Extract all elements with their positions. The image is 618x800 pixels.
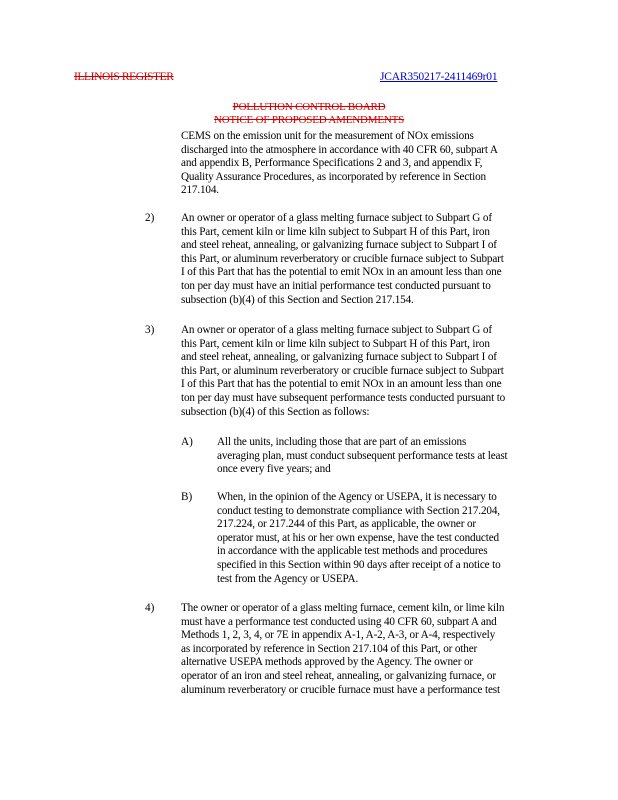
text-line: must have a performance test conducted using 40 CFR 60, subpart A and <box>181 615 497 628</box>
text-line: The owner or operator of a glass melting furnace, cement kiln, or lime kiln <box>181 602 505 614</box>
register-header: ILLINOIS REGISTER <box>74 71 174 83</box>
text-line: this Part, cement kiln or lime kiln subject to Subpart H of this Part, iron <box>181 337 490 350</box>
text-line: this Part, cement kiln or lime kiln subject to Subpart H of this Part, iron <box>181 225 490 238</box>
notice-title: NOTICE OF PROPOSED AMENDMENTS <box>213 114 405 126</box>
item-a-paragraph <box>217 436 508 477</box>
text-line: When, in the opinion of the Agency or USEPA, it is necessary to <box>217 491 497 503</box>
text-line: subsection (b)(4) of this Section and Section 217.154. <box>181 293 414 306</box>
text-line: I of this Part that has the potential to emit NOx in an amount less than one <box>181 266 502 279</box>
text-line: and appendix B, Performance Specifications 2 and 3, and appendix F, <box>181 157 483 170</box>
item-b-paragraph <box>217 491 501 586</box>
item-2-paragraph <box>181 212 504 307</box>
text-line: CEMS on the emission unit for the measurement of NOx emissions <box>181 130 474 142</box>
text-line: discharged into the atmosphere in accordance with 40 CFR 60, subpart A <box>181 143 498 156</box>
text-line: operator of an iron and steel reheat, annealing, or galvanizing furnace, or <box>181 669 496 682</box>
text-line: 217.104. <box>181 184 219 197</box>
item-4-number: 4) <box>145 602 155 614</box>
jcar-code: JCAR350217-2411469r01 <box>380 71 498 83</box>
item-4-paragraph <box>181 602 504 697</box>
text-line: this Part, or aluminum reverberatory or crucible furnace subject to Subpart <box>181 364 504 377</box>
text-line: conduct testing to demonstrate compliance with Section 217.204, <box>217 504 500 517</box>
text-line: and steel reheat, annealing, or galvanizing furnace subject to Subpart I of <box>181 239 497 252</box>
text-line: operator must, at his or her own expense, have the test conducted <box>217 531 499 544</box>
item-a-letter: A) <box>181 436 193 448</box>
item-b-letter: B) <box>181 491 193 503</box>
text-line: 217.224, or 217.244 of this Part, as applicable, the owner or <box>217 518 476 531</box>
text-line: An owner or operator of a glass melting furnace subject to Subpart G of <box>181 324 492 336</box>
text-line: and steel reheat, annealing, or galvanizing furnace subject to Subpart I of <box>181 351 497 364</box>
text-line: alternative USEPA methods approved by the Agency. The owner or <box>181 656 473 669</box>
text-line: specified in this Section within 90 days after receipt of a notice to <box>217 558 501 571</box>
text-line: ton per day must have an initial performance test conducted pursuant to <box>181 279 491 292</box>
item-2-number: 2) <box>145 212 155 224</box>
item-3-number: 3) <box>145 324 155 336</box>
text-line: as incorporated by reference in Section 217.104 of this Part, or other <box>181 642 478 655</box>
board-title: POLLUTION CONTROL BOARD <box>232 101 386 113</box>
item-3-paragraph <box>181 324 505 419</box>
text-line: in accordance with the applicable test methods and procedures <box>217 545 488 558</box>
text-line: Methods 1, 2, 3, 4, or 7E in appendix A-1, A-2, A-3, or A-4, respectively <box>181 629 496 642</box>
text-line: I of this Part that has the potential to emit NOx in an amount less than one <box>181 378 502 391</box>
text-line: Quality Assurance Procedures, as incorporated by reference in Section <box>181 170 486 183</box>
text-line: this Part, or aluminum reverberatory or crucible furnace subject to Subpart <box>181 252 504 265</box>
text-line: once every five years; and <box>217 463 331 476</box>
text-line: ton per day must have subsequent performance tests conducted pursuant to <box>181 391 506 404</box>
text-line: averaging plan, must conduct subsequent performance tests at least <box>217 449 508 462</box>
text-line: All the units, including those that are part of an emissions <box>217 436 467 448</box>
text-line: An owner or operator of a glass melting furnace subject to Subpart G of <box>181 212 492 224</box>
text-line: aluminum reverberatory or crucible furnace must have a performance test <box>181 683 500 696</box>
text-line: test from the Agency or USEPA. <box>217 572 359 585</box>
text-line: subsection (b)(4) of this Section as follows: <box>181 405 370 418</box>
intro-paragraph <box>181 130 498 198</box>
